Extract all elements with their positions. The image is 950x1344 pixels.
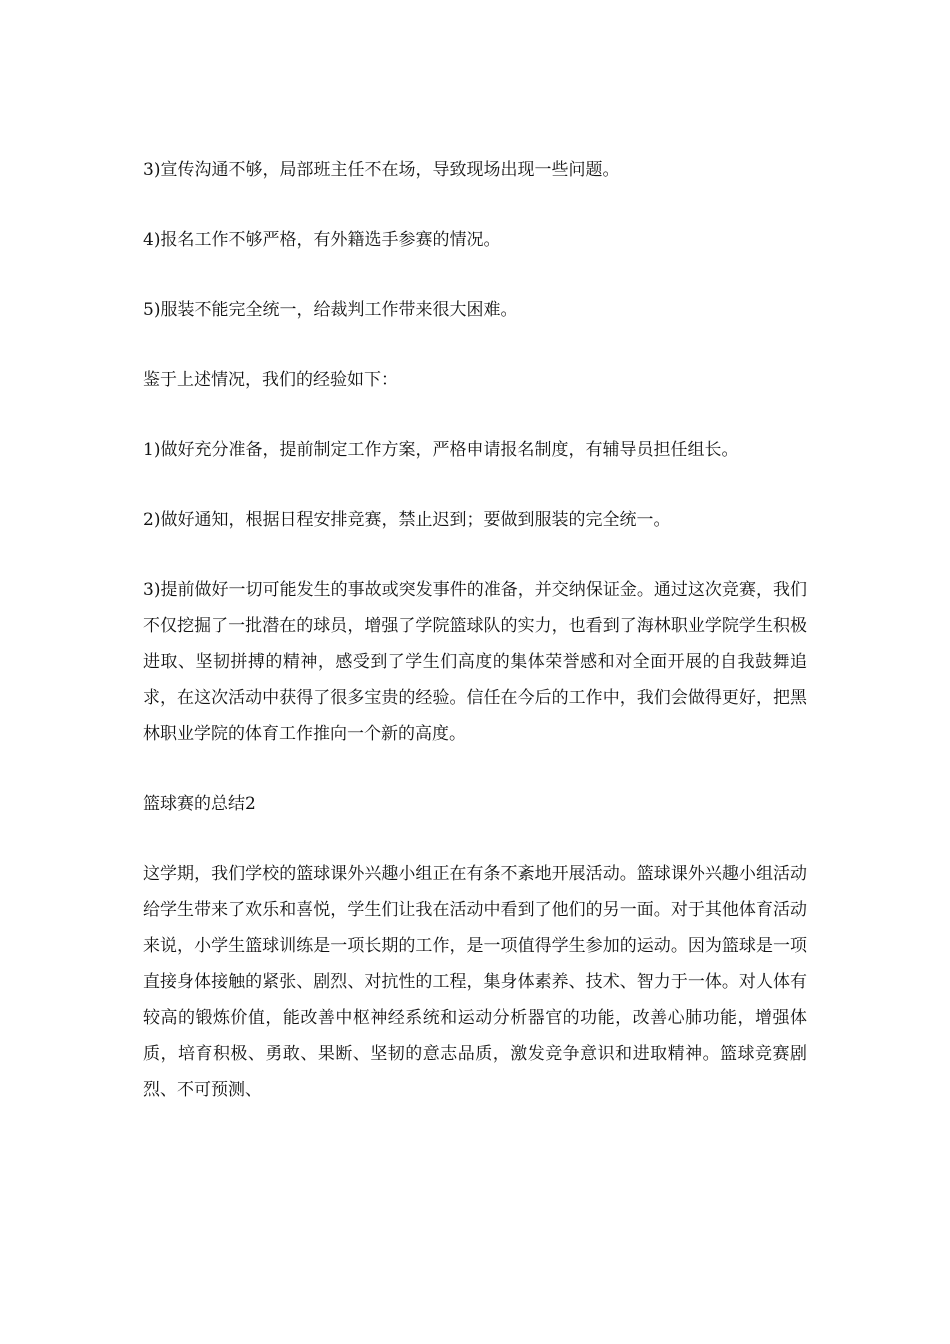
- paragraph-issue-5: 5)服装不能完全统一，给裁判工作带来很大困难。: [143, 300, 518, 320]
- paragraph-experience-intro: 鉴于上述情况，我们的经验如下：: [143, 370, 398, 390]
- section-heading: 篮球赛的总结2: [143, 794, 256, 814]
- paragraph-issue-4: 4)报名工作不够严格，有外籍选手参赛的情况。: [143, 230, 501, 250]
- paragraph-experience-1: 1)做好充分准备，提前制定工作方案，严格申请报名制度，有辅导员担任组长。: [143, 440, 739, 460]
- paragraph-experience-3: 3)提前做好一切可能发生的事故或突发事件的准备，并交纳保证金。通过这次竞赛，我们不仅挖掘了一批潜在的球员，增强了学院篮球队的实力，也看到了海林职业学院学生积极进取、坚韧拼搏的精神，感受到了学生们高度的集体荣誉感和对全面开展的自我鼓舞追求，在这次活动中获得了很多宝贵的经验。信任在今后的工作中，我们会做得更好，把黑林职业学院的体育工作推向一个新的高度。: [143, 580, 807, 744]
- paragraph-issue-3: 3)宣传沟通不够，局部班主任不在场，导致现场出现一些问题。: [143, 160, 620, 180]
- document-body: [143, 152, 807, 1142]
- paragraph-summary-2: 这学期，我们学校的篮球课外兴趣小组正在有条不紊地开展活动。篮球课外兴趣小组活动给学生带来了欢乐和喜悦，学生们让我在活动中看到了他们的另一面。对于其他体育活动来说，小学生篮球训练是一项长期的工作，是一项值得学生参加的运动。因为篮球是一项直接身体接触的紧张、剧烈、对抗性的工程，集身体素养、技术、智力于一体。对人体有较高的锻炼价值，能改善中枢神经系统和运动分析器官的功能，改善心肺功能，增强体质，培育积极、勇敢、果断、坚韧的意志品质，激发竞争意识和进取精神。篮球竞赛剧烈、不可预测、: [143, 864, 807, 1100]
- paragraph-experience-2: 2)做好通知，根据日程安排竞赛，禁止迟到；要做到服装的完全统一。: [143, 510, 671, 530]
